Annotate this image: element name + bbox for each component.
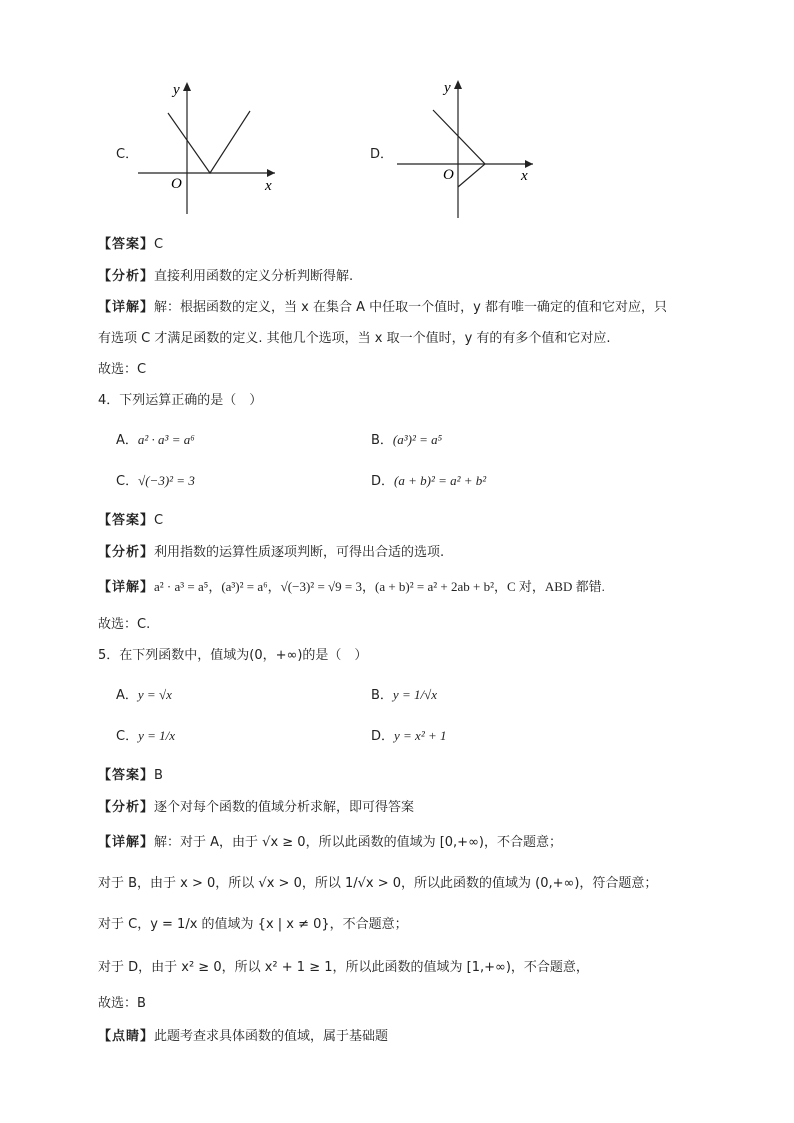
- q5-detail-line4: 对于 D，由于 x² ≥ 0，所以 x² + 1 ≥ 1，所以此函数的值域为 [1,+∞)，不合题意，: [98, 960, 589, 975]
- q4-option-a: [116, 429, 195, 448]
- graph-c-x-label: x: [265, 178, 272, 194]
- q5-option-b: [371, 684, 437, 703]
- detail-tag: 【详解】: [98, 580, 155, 595]
- graph-d-y-label: y: [444, 80, 451, 96]
- q4-option-d-text: (a + b)² = a² + b²: [394, 473, 487, 488]
- q4-option-a-label: A．: [116, 433, 138, 448]
- q3-detail-row: [98, 296, 667, 315]
- comment-tag: 【点睛】: [98, 1029, 155, 1044]
- q4-option-c: [116, 470, 195, 489]
- q5-analysis-row: [98, 796, 414, 815]
- graph-c: [135, 78, 285, 218]
- q5-detail-line1: 解：对于 A，由于 √x ≥ 0，所以此函数的值域为 [0,+∞)，不合题意；: [154, 835, 562, 850]
- q3-detail-line2: 有选项 C 才满足函数的定义. 其他几个选项，当 x 取一个值时，y 有的有多个值和它对应.: [98, 331, 611, 346]
- option-d-label: D．: [370, 147, 394, 162]
- q5-comment: 此题考查求具体函数的值域，属于基础题: [154, 1029, 389, 1044]
- q4-stem: 4．下列运算正确的是（ ）: [98, 393, 263, 408]
- q4-choose: 故选：C.: [98, 617, 151, 632]
- q5-option-b-text: y = 1/√x: [392, 687, 437, 702]
- q5-answer: B: [154, 768, 163, 783]
- q5-option-a-label: A．: [116, 688, 138, 703]
- q3-analysis: 直接利用函数的定义分析判断得解.: [154, 269, 354, 284]
- q3-detail-line1: 解：根据函数的定义，当 x 在集合 A 中任取一个值时，y 都有唯一确定的值和它对应，只: [154, 300, 667, 315]
- q5-answer-row: [98, 764, 163, 783]
- analysis-tag: 【分析】: [98, 545, 155, 560]
- graph-d: [395, 72, 545, 222]
- q4-option-c-text: √(−3)² = 3: [138, 473, 195, 488]
- q5-stem: 5．在下列函数中，值域为(0，+∞)的是（ ）: [98, 648, 368, 663]
- q5-detail-line3: 对于 C，y = 1/x 的值域为 {x | x ≠ 0}，不合题意；: [98, 917, 408, 932]
- q4-option-d-label: D．: [371, 474, 395, 489]
- q4-detail-row: [98, 576, 605, 595]
- graph-d-origin-label: O: [443, 167, 454, 183]
- q4-option-a-text: a² · a³ = a⁶: [137, 432, 195, 447]
- q5-option-c-label: C．: [116, 729, 139, 744]
- q4-option-c-label: C．: [116, 474, 139, 489]
- q4-answer: C: [154, 513, 164, 528]
- analysis-tag: 【分析】: [98, 800, 155, 815]
- detail-tag: 【详解】: [98, 835, 155, 850]
- option-c-label: C．: [116, 147, 139, 162]
- graph-c-origin-label: O: [171, 176, 182, 192]
- q5-option-b-label: B．: [371, 688, 393, 703]
- q5-option-d-text: y = x² + 1: [394, 728, 447, 743]
- answer-tag: 【答案】: [98, 513, 155, 528]
- q5-option-a: [116, 684, 172, 703]
- q3-analysis-row: [98, 265, 353, 284]
- q5-option-d-label: D．: [371, 729, 395, 744]
- q5-analysis: 逐个对每个函数的值域分析求解，即可得答案: [154, 800, 415, 815]
- q5-detail-row: [98, 831, 562, 850]
- q3-answer-row: [98, 233, 163, 252]
- q4-answer-row: [98, 509, 163, 528]
- q5-comment-row: [98, 1025, 388, 1044]
- q4-detail: a² · a³ = a⁵，(a³)² = a⁶，√(−3)² = √9 = 3，(a + b)² = a² + 2ab + b²，C 对，ABD 都错.: [154, 579, 605, 594]
- q4-option-b: [371, 429, 442, 448]
- q4-option-b-label: B．: [371, 433, 393, 448]
- q5-option-c-text: y = 1/x: [138, 728, 176, 743]
- q5-detail-line2: 对于 B，由于 x > 0，所以 √x > 0，所以 1/√x > 0，所以此函数的值域为 (0,+∞)，符合题意；: [98, 876, 658, 891]
- q5-option-a-text: y = √x: [137, 687, 172, 702]
- q4-analysis-row: [98, 541, 444, 560]
- answer-tag: 【答案】: [98, 237, 155, 252]
- q5-option-d: [371, 725, 447, 744]
- analysis-tag: 【分析】: [98, 269, 155, 284]
- q3-answer: C: [154, 237, 164, 252]
- q5-option-c: [116, 725, 175, 744]
- q5-choose: 故选：B: [98, 996, 146, 1011]
- q4-option-b-text: (a³)² = a⁵: [392, 432, 443, 447]
- q3-choose: 故选：C: [98, 362, 147, 377]
- q4-option-d: [371, 470, 486, 489]
- graph-d-x-label: x: [521, 168, 528, 184]
- detail-tag: 【详解】: [98, 300, 155, 315]
- answer-tag: 【答案】: [98, 768, 155, 783]
- graph-c-y-label: y: [173, 82, 180, 98]
- q4-analysis: 利用指数的运算性质逐项判断，可得出合适的选项.: [154, 545, 445, 560]
